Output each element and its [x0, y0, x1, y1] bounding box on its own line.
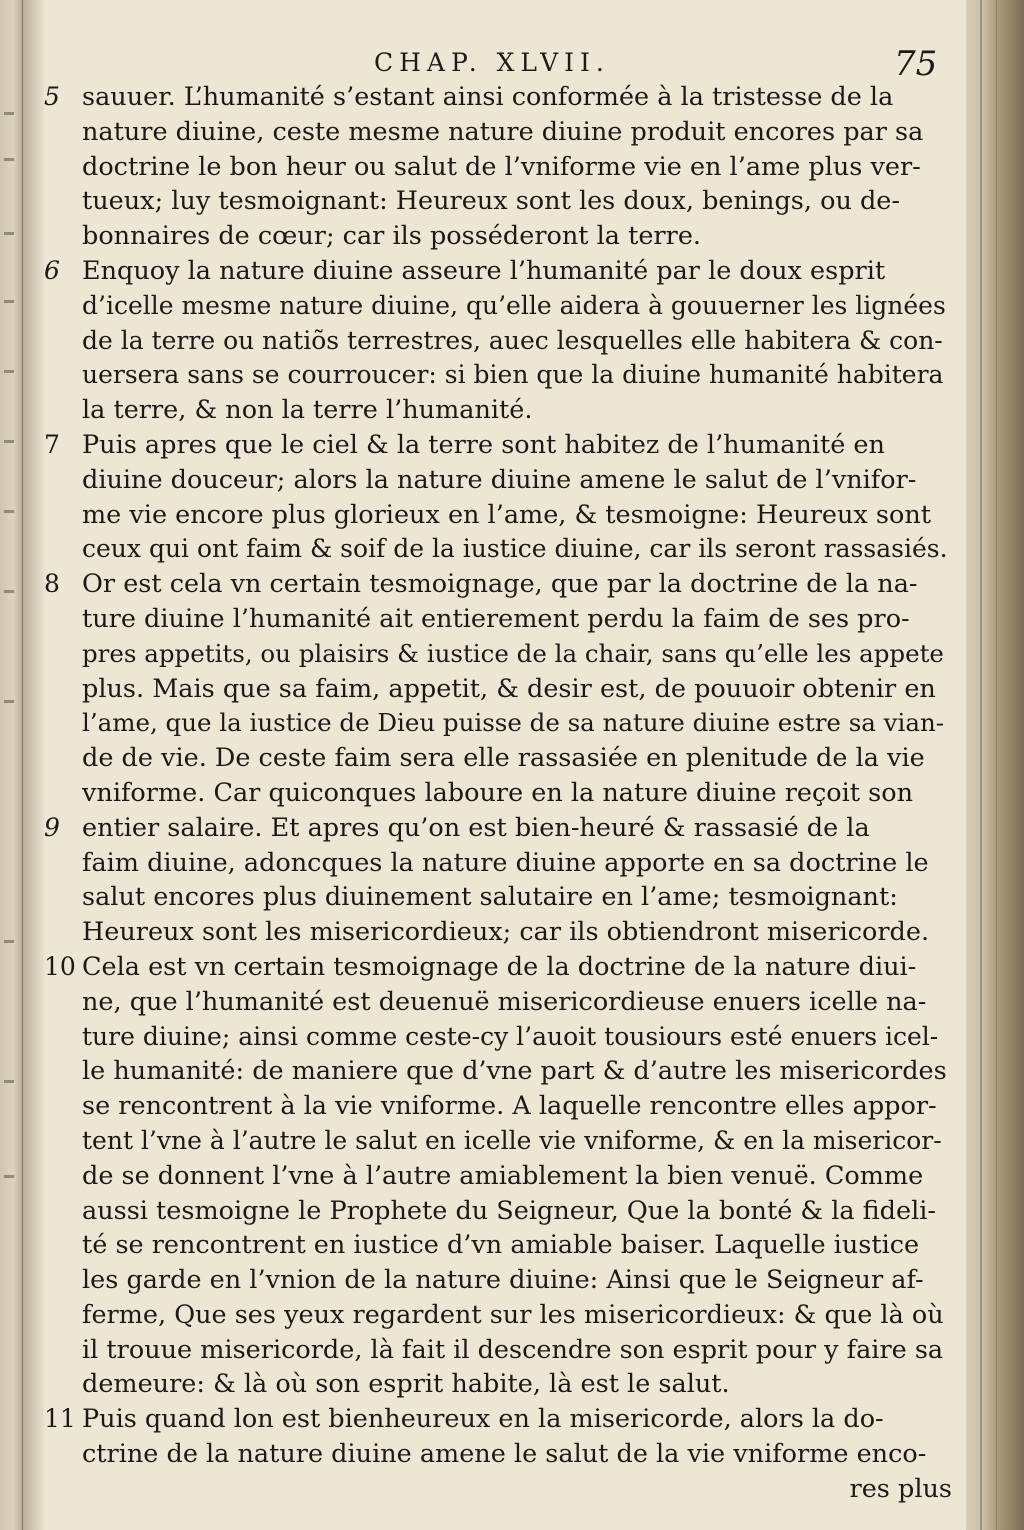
- text-line: [82, 358, 952, 393]
- line-text: se rencontrent à la vie vniforme. A laquelle rencontre elles appor-: [82, 1091, 937, 1122]
- text-line: [82, 672, 952, 707]
- text-line: [82, 1228, 952, 1263]
- line-text: Cela est vn certain tesmoignage de la doctrine de la nature diui-: [82, 951, 917, 982]
- text-line: [82, 741, 952, 776]
- line-text: res plus: [849, 1473, 952, 1504]
- line-text: de la terre ou natiõs terrestres, auec lesquelles elle habitera & con-: [82, 325, 943, 355]
- line-text: Puis quand lon est bienheureux en la misericorde, alors la do-: [82, 1404, 884, 1435]
- text-line: [44, 80, 952, 115]
- text-line: [82, 184, 952, 219]
- line-text: demeure: & là où son esprit habite, là est le salut.: [82, 1369, 730, 1400]
- text-line: [44, 567, 952, 602]
- facing-page-edge: [0, 0, 23, 1530]
- line-text: ceux qui ont faim & soif de la iustice diuine, car ils seront rassasiés.: [82, 534, 948, 564]
- text-line: [44, 254, 952, 289]
- text-line: [44, 1402, 952, 1437]
- line-text: bonnaires de cœur; car ils posséderont la terre.: [82, 221, 702, 252]
- text-line: [82, 1020, 952, 1055]
- text-line: [82, 1159, 952, 1194]
- line-text: d’icelle mesme nature diuine, qu’elle aidera à gouuerner les lignées: [82, 290, 946, 320]
- text-line: [82, 463, 952, 498]
- text-line: [82, 1054, 952, 1089]
- verse-number: 11: [44, 1404, 76, 1434]
- text-line: [82, 846, 952, 881]
- line-text: aussi tesmoigne le Prophete du Seigneur, Que la bonté & la fideli-: [82, 1195, 937, 1226]
- line-text: té se rencontrent en iustice d’vn amiable baiser. Laquelle iustice: [82, 1230, 920, 1261]
- line-text: Or est cela vn certain tesmoignage, que par la doctrine de la na-: [82, 569, 918, 600]
- text-line: [82, 115, 952, 150]
- gutter-shadow: [22, 0, 44, 1530]
- line-text: uersera sans se courroucer: si bien que la diuine humanité habitera: [82, 360, 944, 390]
- line-text: diuine douceur; alors la nature diuine amene le salut de l’vnifor-: [82, 464, 917, 495]
- text-line: [82, 532, 952, 567]
- text-line: [82, 219, 952, 254]
- text-line: [82, 1263, 952, 1298]
- book-page: [44, 0, 966, 1530]
- text-line: [82, 637, 952, 672]
- line-text: plus. Mais que sa faim, appetit, & desir est, de pouuoir obtenir en: [82, 673, 936, 704]
- line-text: Heureux sont les misericordieux; car ils obtiendront misericorde.: [82, 917, 930, 948]
- text-line: [82, 602, 952, 637]
- page-number: 75: [894, 44, 938, 84]
- text-line: [82, 880, 952, 915]
- text-line: [82, 1367, 952, 1402]
- line-text: salut encores plus diuinement salutaire en l’ame; tesmoignant:: [82, 882, 898, 913]
- line-text: Puis apres que le ciel & la terre sont habitez de l’humanité en: [82, 429, 885, 460]
- line-text: la terre, & non la terre l’humanité.: [82, 395, 533, 426]
- text-line: [82, 1437, 952, 1472]
- verse-number: 9: [44, 812, 60, 842]
- text-line: [82, 1298, 952, 1333]
- text-line: [82, 706, 952, 741]
- line-text: de de vie. De ceste faim sera elle rassasiée en plenitude de la vie: [82, 743, 925, 774]
- line-text: faim diuine, adoncques la nature diuine apporte en sa doctrine le: [82, 847, 929, 878]
- body-text: [44, 80, 952, 1507]
- line-text: tent l’vne à l’autre le salut en icelle vie vniforme, & en la misericor-: [82, 1125, 942, 1155]
- line-text: sauuer. L’humanité s’estant ainsi conformée à la tristesse de la: [82, 82, 894, 112]
- line-text: ture diuine l’humanité ait entierement perdu la faim de ses pro-: [82, 603, 910, 634]
- line-text: entier salaire. Et apres qu’on est bien-heuré & rassasié de la: [82, 812, 870, 843]
- verse-number: 8: [44, 569, 60, 599]
- line-text: les garde en l’vnion de la nature diuine: Ainsi que le Seigneur af-: [82, 1265, 924, 1296]
- text-line: [44, 428, 952, 463]
- line-text: l’ame, que la iustice de Dieu puisse de sa nature diuine estre sa vian-: [82, 708, 945, 738]
- running-head: CHAP. XLVII.: [374, 48, 610, 77]
- line-text: me vie encore plus glorieux en l’ame, & tesmoigne: Heureux sont: [82, 499, 932, 530]
- line-text: ture diuine; ainsi comme ceste-cy l’auoit tousiours esté enuers icel-: [82, 1021, 939, 1051]
- line-text: ctrine de la nature diuine amene le salut de la vie vniforme enco-: [82, 1439, 927, 1470]
- text-line: [82, 498, 952, 533]
- text-line: [82, 985, 952, 1020]
- line-text: de se donnent l’vne à l’autre amiablement la bien venuë. Comme: [82, 1160, 924, 1191]
- line-text: vniforme. Car quiconques laboure en la nature diuine reçoit son: [82, 777, 914, 808]
- text-line: [82, 393, 952, 428]
- verse-number: 6: [44, 255, 60, 285]
- text-line: [82, 324, 952, 359]
- line-text: le humanité: de maniere que d’vne part & d’autre les misericordes: [82, 1056, 947, 1087]
- line-text: pres appetits, ou plaisirs & iustice de la chair, sans qu’elle les appete: [82, 638, 944, 668]
- text-line: [82, 915, 952, 950]
- text-line: [82, 1194, 952, 1229]
- text-line: [82, 1333, 952, 1368]
- page-header: [44, 44, 966, 84]
- text-line: [82, 1089, 952, 1124]
- verse-number: 5: [44, 82, 60, 111]
- line-text: doctrine le bon heur ou salut de l’vniforme vie en l’ame plus ver-: [82, 151, 921, 182]
- verse-number: 7: [44, 429, 60, 459]
- text-line: [82, 1124, 952, 1159]
- text-line: [82, 289, 952, 324]
- line-text: ne, que l’humanité est deuenuë misericordieuse enuers icelle na-: [82, 986, 927, 1017]
- line-text: tueux; luy tesmoignant: Heureux sont les doux, benings, ou de-: [82, 186, 901, 217]
- line-text: ferme, Que ses yeux regardent sur les misericordieux: & que là où: [82, 1299, 944, 1330]
- text-line: [82, 1472, 952, 1507]
- page-fore-edge: [966, 0, 1024, 1530]
- text-line: [44, 811, 952, 846]
- line-text: nature diuine, ceste mesme nature diuine produit encores par sa: [82, 116, 924, 147]
- line-text: Enquoy la nature diuine asseure l’humanité par le doux esprit: [82, 255, 886, 286]
- text-line: [44, 950, 952, 985]
- line-text: il trouue misericorde, là fait il descendre son esprit pour y faire sa: [82, 1334, 944, 1365]
- text-line: [82, 776, 952, 811]
- text-line: [82, 150, 952, 185]
- verse-number: 10: [44, 951, 76, 981]
